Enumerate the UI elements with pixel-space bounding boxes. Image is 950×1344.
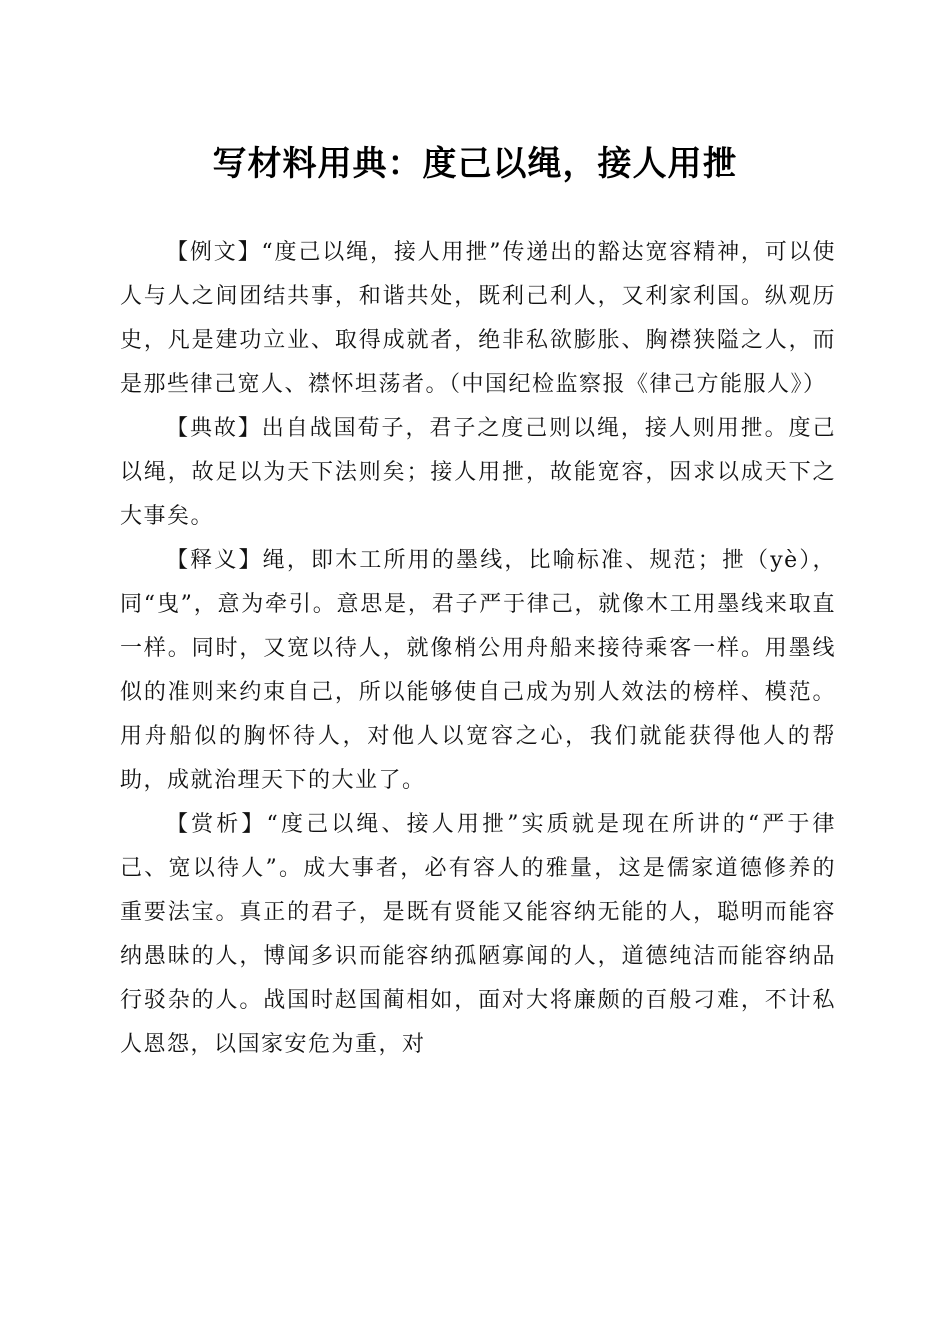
page-title: 写材料用典：度己以绳，接人用抴 [212, 144, 738, 184]
paragraph-example: 【例文】“度己以绳，接人用抴”传递出的豁达宽容精神，可以使人与人之间团结共事，和谐共处，既利己利人，又利家利国。纵观历史，凡是建功立业、取得成就者，绝非私欲膨胀、胸襟狭隘之人，而是那些律己宽人、襟怀坦荡者。（中国纪检监察报《律己方能服人》） [120, 240, 836, 397]
document-body [120, 231, 836, 1067]
paragraph-allusion: 【典故】出自战国荀子，君子之度己则以绳，接人则用抴。度己以绳，故足以为天下法则矣；接人用抴，故能宽容，因求以成天下之大事矣。 [120, 416, 836, 529]
paragraph-appreciation: 【赏析】“度己以绳、接人用抴”实质就是现在所讲的“严于律己、宽以待人”。成大事者，必有容人的雅量，这是儒家道德修养的重要法宝。真正的君子，是既有贤能又能容纳无能的人，聪明而能容纳愚昧的人，博闻多识而能容纳孤陋寡闻的人，道德纯洁而能容纳品行驳杂的人。战国时赵国蔺相如，面对大将廉颇的百般刁难，不计私人恩怨，以国家安危为重，对 [120, 812, 836, 1057]
paragraph-explanation: 【释义】绳，即木工所用的墨线，比喻标准、规范；抴（yè），同“曳”，意为牵引。意思是，君子严于律己，就像木工用墨线来取直一样。同时，又宽以待人，就像梢公用舟船来接待乘客一样。用墨线似的准则来约束自己，所以能够使自己成为别人效法的榜样、模范。用舟船似的胸怀待人，对他人以宽容之心，我们就能获得他人的帮助，成就治理天下的大业了。 [120, 548, 836, 793]
